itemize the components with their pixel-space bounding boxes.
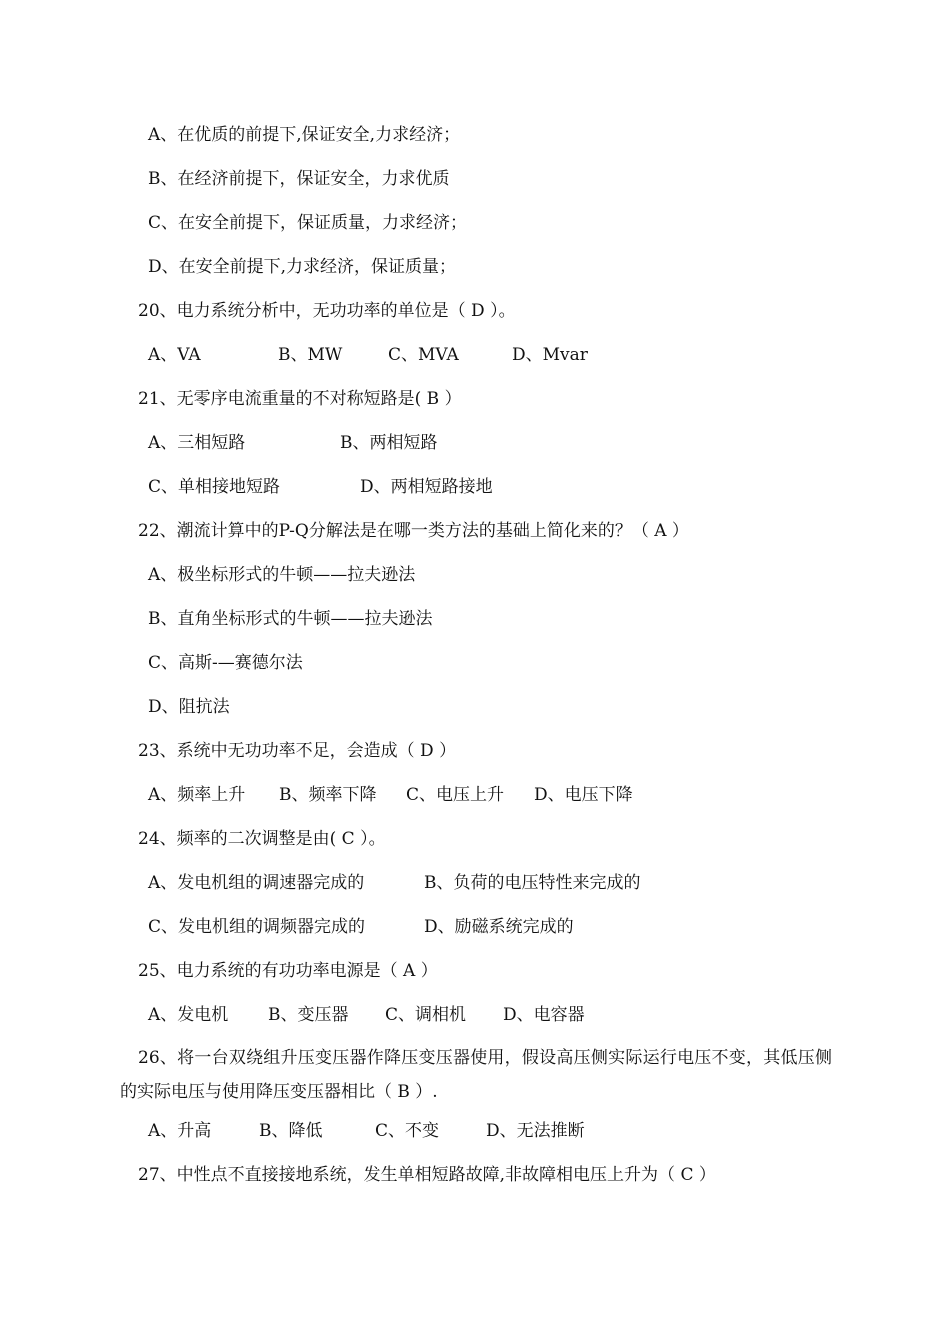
option-line: B、直角坐标形式的牛顿——拉夫逊法 bbox=[148, 609, 433, 629]
option-c: C、发电机组的调频器完成的 bbox=[148, 917, 366, 937]
options-row-23 bbox=[148, 784, 848, 806]
options-row-21a bbox=[148, 432, 848, 454]
option-line: A、极坐标形式的牛顿——拉夫逊法 bbox=[148, 565, 416, 585]
option-line: B、在经济前提下，保证安全，力求优质 bbox=[148, 169, 450, 189]
options-row-25 bbox=[148, 1004, 848, 1026]
question-24: 24、频率的二次调整是由( C ）。 bbox=[138, 829, 386, 849]
option-d: D、两相短路接地 bbox=[360, 477, 493, 497]
option-c: C、调相机 bbox=[385, 1005, 467, 1025]
option-line: C、在安全前提下，保证质量，力求经济； bbox=[148, 213, 468, 233]
option-b: B、两相短路 bbox=[340, 433, 438, 453]
option-line: D、阻抗法 bbox=[148, 697, 230, 717]
option-c: C、单相接地短路 bbox=[148, 477, 281, 497]
option-a: A、三相短路 bbox=[148, 433, 246, 453]
option-d: D、无法推断 bbox=[486, 1121, 585, 1141]
options-row-20 bbox=[148, 344, 848, 366]
question-26: 26、将一台双绕组升压变压器作降压变压器使用，假设高压侧实际运行电压不变，其低压侧的实际电压与使用降压变压器相比（ B ）. bbox=[120, 1048, 832, 1102]
option-c: C、MVA bbox=[388, 345, 459, 365]
option-d: D、Mvar bbox=[512, 345, 588, 365]
options-row-21b bbox=[148, 476, 848, 498]
question-22: 22、潮流计算中的P-Q分解法是在哪一类方法的基础上简化来的？（ A ） bbox=[138, 521, 689, 541]
question-25: 25、电力系统的有功功率电源是（ A ） bbox=[138, 961, 438, 981]
option-b: B、MW bbox=[278, 345, 343, 365]
option-a: A、VA bbox=[148, 345, 201, 365]
option-a: A、频率上升 bbox=[148, 785, 246, 805]
option-a: A、发电机 bbox=[148, 1005, 229, 1025]
option-b: B、降低 bbox=[259, 1121, 323, 1141]
option-line: C、高斯-—赛德尔法 bbox=[148, 653, 303, 673]
option-a: A、升高 bbox=[148, 1121, 212, 1141]
option-c: C、不变 bbox=[375, 1121, 440, 1141]
option-d: D、电压下降 bbox=[534, 785, 633, 805]
options-row-26 bbox=[148, 1120, 848, 1142]
option-line: A、在优质的前提下,保证安全,力求经济； bbox=[148, 125, 461, 145]
options-row-24a bbox=[148, 872, 848, 894]
question-27: 27、中性点不直接接地系统，发生单相短路故障,非故障相电压上升为（ C ） bbox=[138, 1165, 716, 1185]
option-b: B、变压器 bbox=[268, 1005, 349, 1025]
option-d: D、励磁系统完成的 bbox=[424, 917, 574, 937]
option-a: A、发电机组的调速器完成的 bbox=[148, 873, 365, 893]
option-line: D、在安全前提下,力求经济，保证质量； bbox=[148, 257, 457, 277]
option-b: B、频率下降 bbox=[279, 785, 377, 805]
question-21: 21、无零序电流重量的不对称短路是( B ） bbox=[138, 389, 462, 409]
options-row-24b bbox=[148, 916, 848, 938]
option-c: C、电压上升 bbox=[406, 785, 505, 805]
option-b: B、负荷的电压特性来完成的 bbox=[424, 873, 641, 893]
question-20: 20、电力系统分析中，无功功率的单位是（ D ）。 bbox=[138, 301, 516, 321]
question-23: 23、系统中无功功率不足，会造成（ D ） bbox=[138, 741, 457, 761]
option-d: D、电容器 bbox=[503, 1005, 585, 1025]
